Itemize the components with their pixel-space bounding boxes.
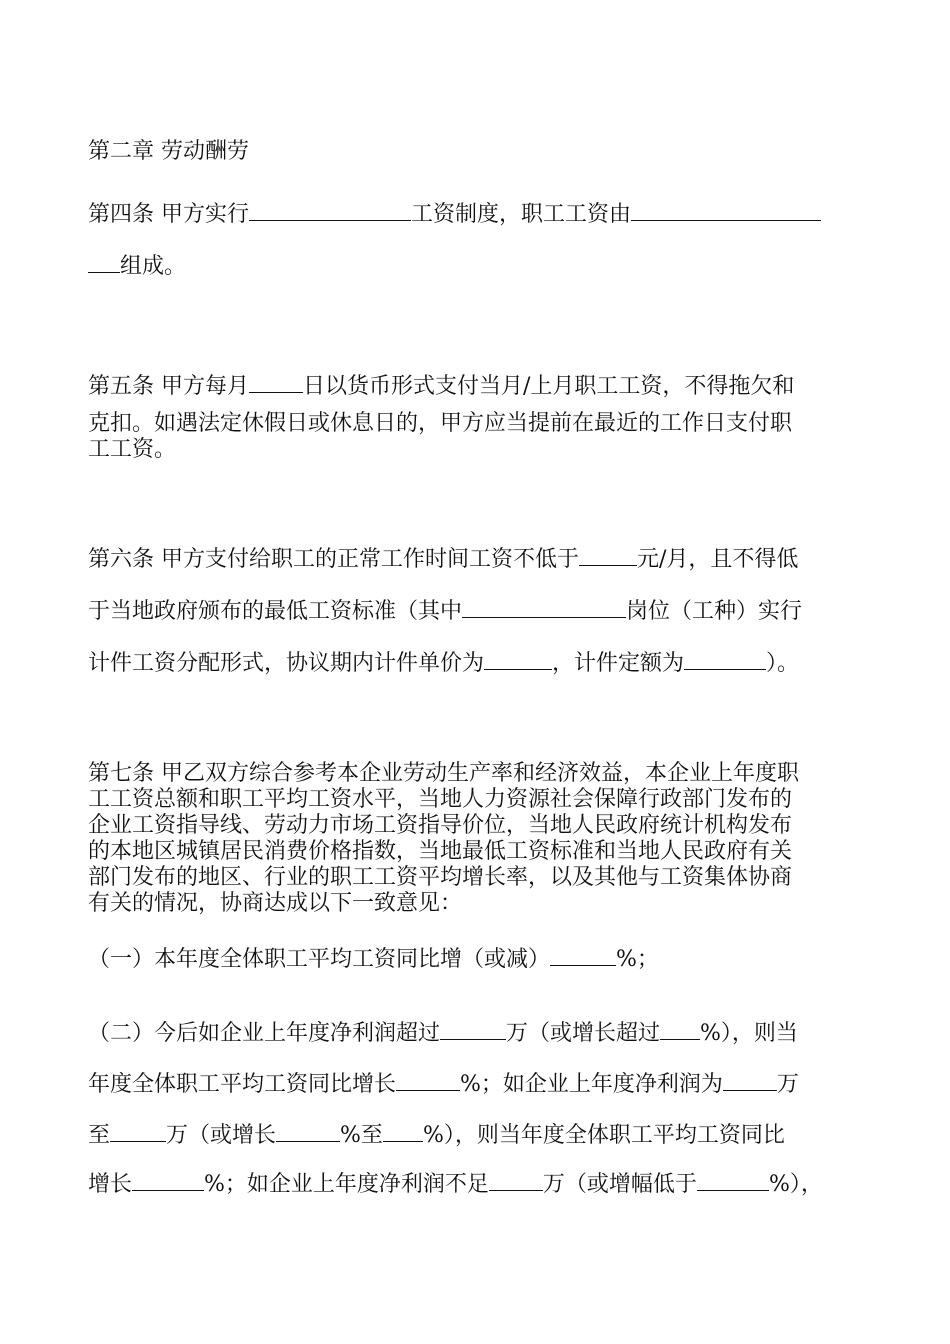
item-2-text: %；如企业上年度净利润为: [460, 1072, 723, 1097]
article-6-text: 岗位（工种）实行: [626, 599, 803, 624]
blank-min-wage[interactable]: [579, 546, 637, 566]
item-2-text: 万（或增长超过: [506, 1021, 661, 1046]
item-2-text: （二）今后如企业上年度净利润超过: [88, 1021, 441, 1046]
blank-wage-growth-1[interactable]: [396, 1071, 460, 1091]
article-4-text: 第四条 甲方实行: [88, 202, 249, 227]
article-5-text: 第五条 甲方每月: [88, 374, 249, 399]
article-7-line-3: [88, 813, 792, 839]
article-5-text: 克扣。如遇法定休假日或休息日的，甲方应当提前在最近的工作日支付职: [88, 411, 793, 436]
article-6-line-2: [88, 598, 802, 625]
article-4-line-1: [88, 201, 821, 228]
article-4-text: 组成。: [120, 254, 187, 279]
article-7-item-2-line-2: [88, 1071, 799, 1098]
blank-quota[interactable]: [684, 650, 766, 670]
article-7-text: 工工资总额和职工平均工资水平，当地人力资源社会保障行政部门发布的: [88, 787, 793, 812]
item-2-text: 年度全体职工平均工资同比增长: [88, 1072, 397, 1097]
item-2-text: %），: [768, 1172, 823, 1197]
article-5-text: 工工资。: [88, 437, 177, 462]
item-2-text: 万（或增长: [166, 1123, 277, 1148]
item-1-text: （一）本年度全体职工平均工资同比增（或减）: [88, 947, 551, 972]
blank-growth-under[interactable]: [697, 1171, 769, 1191]
item-1-text: %；: [616, 947, 659, 972]
chapter-heading: [88, 139, 249, 165]
blank-wage-growth-2[interactable]: [132, 1171, 204, 1191]
article-4-text: 工资制度，职工工资由: [411, 202, 632, 227]
article-4-line-2: [88, 253, 186, 280]
article-7-line-6: [88, 891, 462, 917]
article-7-text: 的本地区城镇居民消费价格指数，当地最低工资标准和当地人民政府有关: [88, 839, 793, 864]
blank-growth-from[interactable]: [276, 1122, 340, 1142]
blank-growth-over[interactable]: [660, 1020, 700, 1040]
article-7-text: 第七条 甲乙双方综合参考本企业劳动生产率和经济效益，本企业上年度职: [88, 761, 799, 786]
item-2-text: 增长: [88, 1172, 133, 1197]
item-2-text: 万（或增幅低于: [542, 1172, 697, 1197]
article-7-line-2: [88, 787, 792, 813]
blank-profit-from[interactable]: [723, 1071, 777, 1091]
blank-profit-to[interactable]: [110, 1122, 166, 1142]
blank-growth-to[interactable]: [383, 1122, 423, 1142]
article-6-text: 元/月，且不得低: [637, 547, 799, 572]
blank-profit-under[interactable]: [489, 1171, 543, 1191]
article-7-text: 企业工资指导线、劳动力市场工资指导价位，当地人民政府统计机构发布: [88, 813, 793, 838]
article-6-text: ）。: [766, 651, 800, 676]
blank-pay-day[interactable]: [249, 373, 303, 393]
article-6-text: 第六条 甲方支付给职工的正常工作时间工资不低于: [88, 547, 579, 572]
item-2-text: 至: [88, 1123, 111, 1148]
article-7-item-2-line-4: [88, 1171, 823, 1198]
blank-wage-composition[interactable]: [631, 201, 821, 221]
item-2-text: %），则当: [700, 1021, 798, 1046]
article-5-line-3: [88, 437, 176, 463]
blank-wage-composition-cont[interactable]: [88, 253, 120, 273]
article-7-item-2-line-3: [88, 1122, 785, 1149]
article-7-line-5: [88, 865, 792, 891]
article-6-text: ，计件定额为: [552, 651, 685, 676]
article-6-line-3: [88, 650, 799, 677]
article-7-text: 有关的情况，协商达成以下一致意见：: [88, 891, 463, 916]
chapter-heading-text: 第二章 劳动酬劳: [88, 139, 249, 164]
item-2-text: %至: [340, 1123, 383, 1148]
article-5-line-1: [88, 373, 794, 400]
article-6-line-1: [88, 546, 798, 573]
blank-unit-price[interactable]: [484, 650, 552, 670]
article-6-text: 于当地政府颁布的最低工资标准（其中: [88, 599, 463, 624]
blank-piecework-position[interactable]: [462, 598, 626, 618]
blank-wage-system[interactable]: [249, 201, 411, 221]
article-5-line-2: [88, 411, 792, 437]
item-2-text: %；如企业上年度净利润不足: [204, 1172, 489, 1197]
item-2-text: 万: [776, 1072, 799, 1097]
article-7-line-4: [88, 839, 792, 865]
blank-profit-over[interactable]: [440, 1020, 506, 1040]
article-7-item-2-line-1: [88, 1020, 798, 1047]
blank-avg-wage-change[interactable]: [550, 946, 616, 966]
article-7-line-1: [88, 761, 799, 787]
article-6-text: 计件工资分配形式，协议期内计件单价为: [88, 651, 485, 676]
article-7-text: 部门发布的地区、行业的职工工资平均增长率，以及其他与工资集体协商: [88, 865, 793, 890]
article-5-text: 日以货币形式支付当月/上月职工工资，不得拖欠和: [303, 374, 795, 399]
article-7-item-1: [88, 946, 659, 973]
item-2-text: %），则当年度全体职工平均工资同比: [422, 1123, 785, 1148]
